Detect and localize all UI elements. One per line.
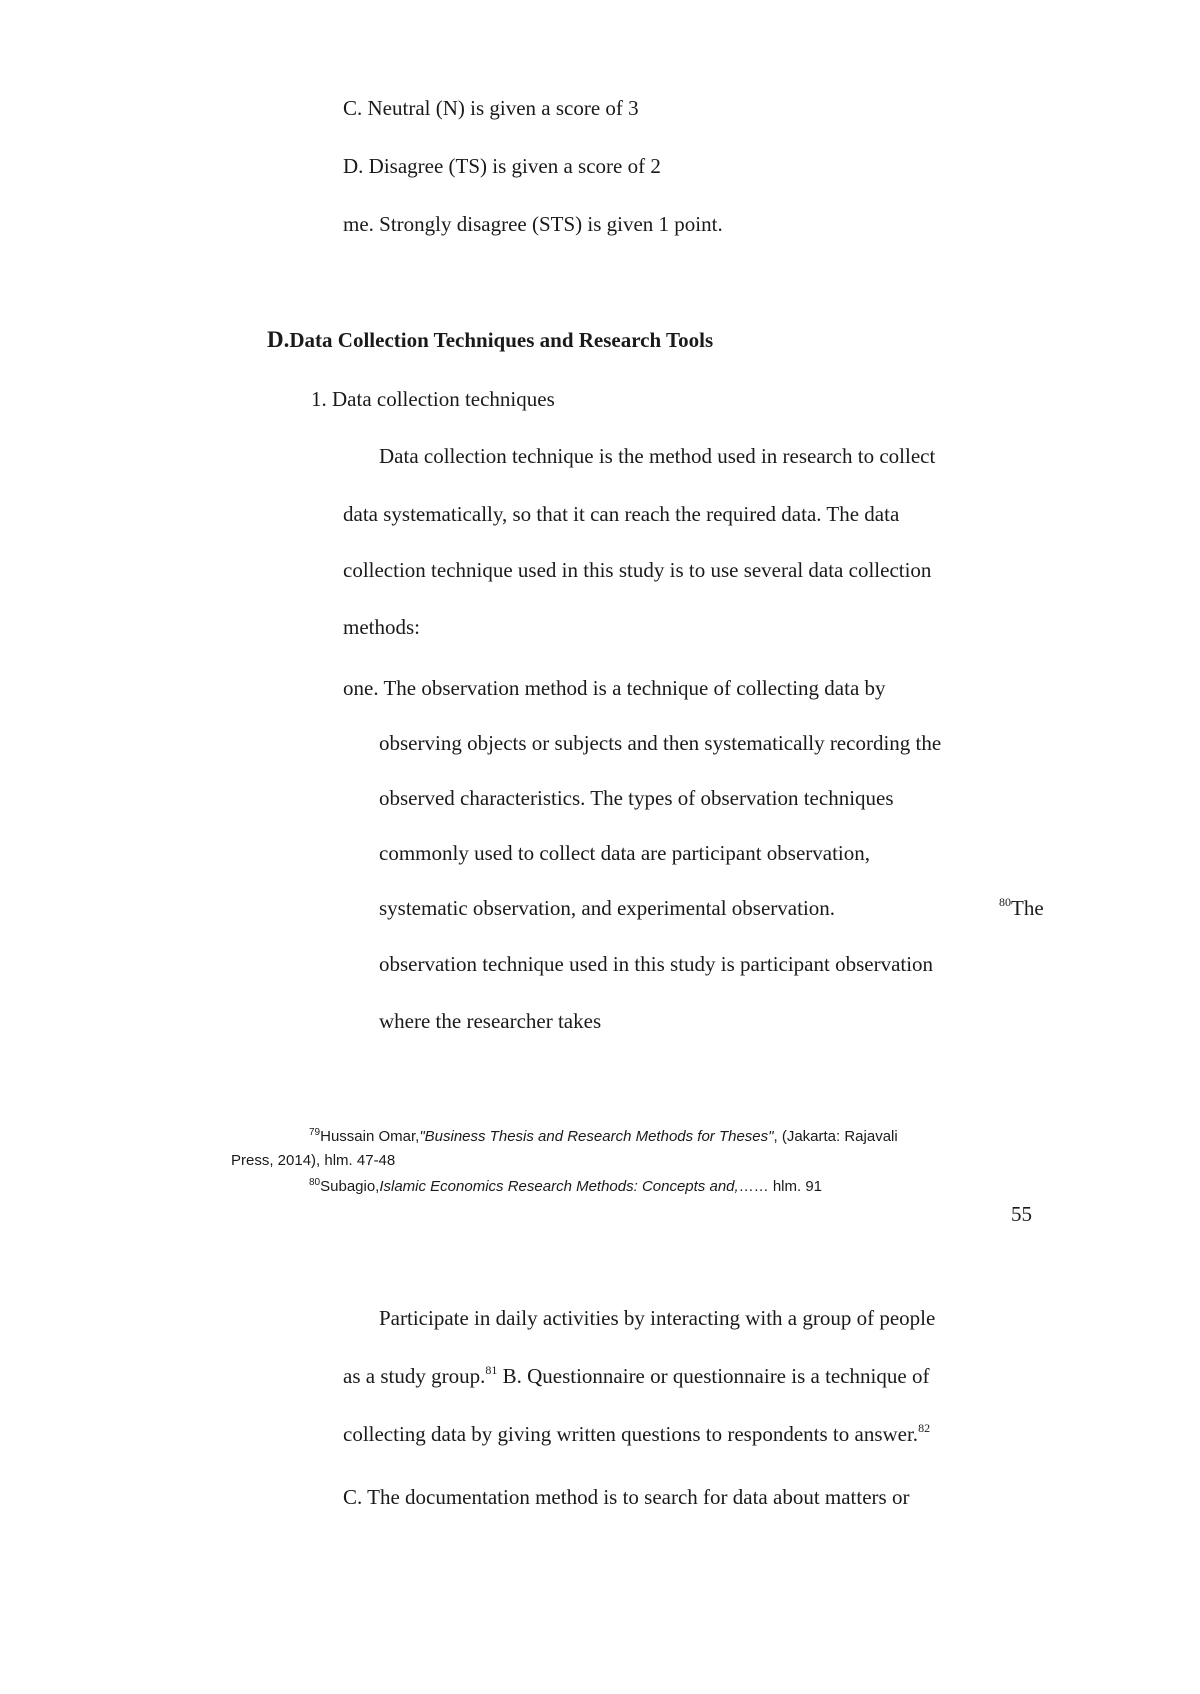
observation-line-tail-text: The [1011,896,1044,920]
section-heading-text: Data Collection Techniques and Research Tools [289,328,714,352]
footnote-79-rest: , (Jakarta: Rajavali [773,1128,898,1145]
observation-line: one. The observation method is a technique of collecting data by [343,676,886,700]
page2-line2-start: as a study group. [343,1364,486,1388]
footnote-80-title: Islamic Economics Research Methods: Concepts and, [379,1178,739,1195]
footnote-79 [309,1127,898,1147]
footnote-80 [309,1177,822,1197]
observation-line: observing objects or subjects and then systematically recording the [379,731,942,755]
observation-line: observed characteristics. The types of observation techniques [379,786,894,810]
footnote-80-rest: …… hlm. 91 [738,1178,823,1195]
observation-line: observation technique used in this study is participant observation [379,952,934,976]
subheading: 1. Data collection techniques [311,387,555,411]
footnote-79-author: Hussain Omar, [320,1128,420,1145]
observation-line: systematic observation, and experimental observation. [379,896,836,920]
page2-line2-end: B. Questionnaire or questionnaire is a technique of [497,1364,930,1388]
page2-line3-text: collecting data by giving written questions to respondents to answer. [343,1422,919,1446]
footnote-79-number: 79 [309,1127,321,1138]
footnote-79-title: "Business Thesis and Research Methods for Theses" [419,1128,774,1145]
observation-line: where the researcher takes [379,1009,602,1033]
paragraph-line: collection technique used in this study is to use several data collection [343,558,932,582]
page-number: 55 [1011,1202,1032,1226]
paragraph-line: Data collection technique is the method used in research to collect [379,444,936,468]
scoring-item-e: me. Strongly disagree (STS) is given 1 point. [343,212,723,236]
observation-line: commonly used to collect data are participant observation, [379,841,870,865]
footnote-79-continuation: Press, 2014), hlm. 47-48 [231,1152,396,1169]
footnote-80-number: 80 [309,1177,321,1188]
section-heading [267,327,713,353]
page2-line: Participate in daily activities by interacting with a group of people [379,1306,936,1330]
section-heading-letter: D. [267,327,290,352]
scoring-item-c: C. Neutral (N) is given a score of 3 [343,96,639,120]
footnote-80-author: Subagio, [320,1178,380,1195]
page2-line [343,1363,929,1389]
page2-line: C. The documentation method is to search for data about matters or [343,1485,910,1509]
footnote-ref: 82 [918,1421,931,1435]
page2-line [343,1421,930,1447]
paragraph-line: data systematically, so that it can reach the required data. The data [343,502,900,526]
observation-line-tail [999,895,1044,921]
footnote-ref: 81 [485,1363,498,1377]
paragraph-line: methods: [343,615,420,639]
scoring-item-d: D. Disagree (TS) is given a score of 2 [343,154,661,178]
footnote-ref: 80 [999,895,1011,909]
